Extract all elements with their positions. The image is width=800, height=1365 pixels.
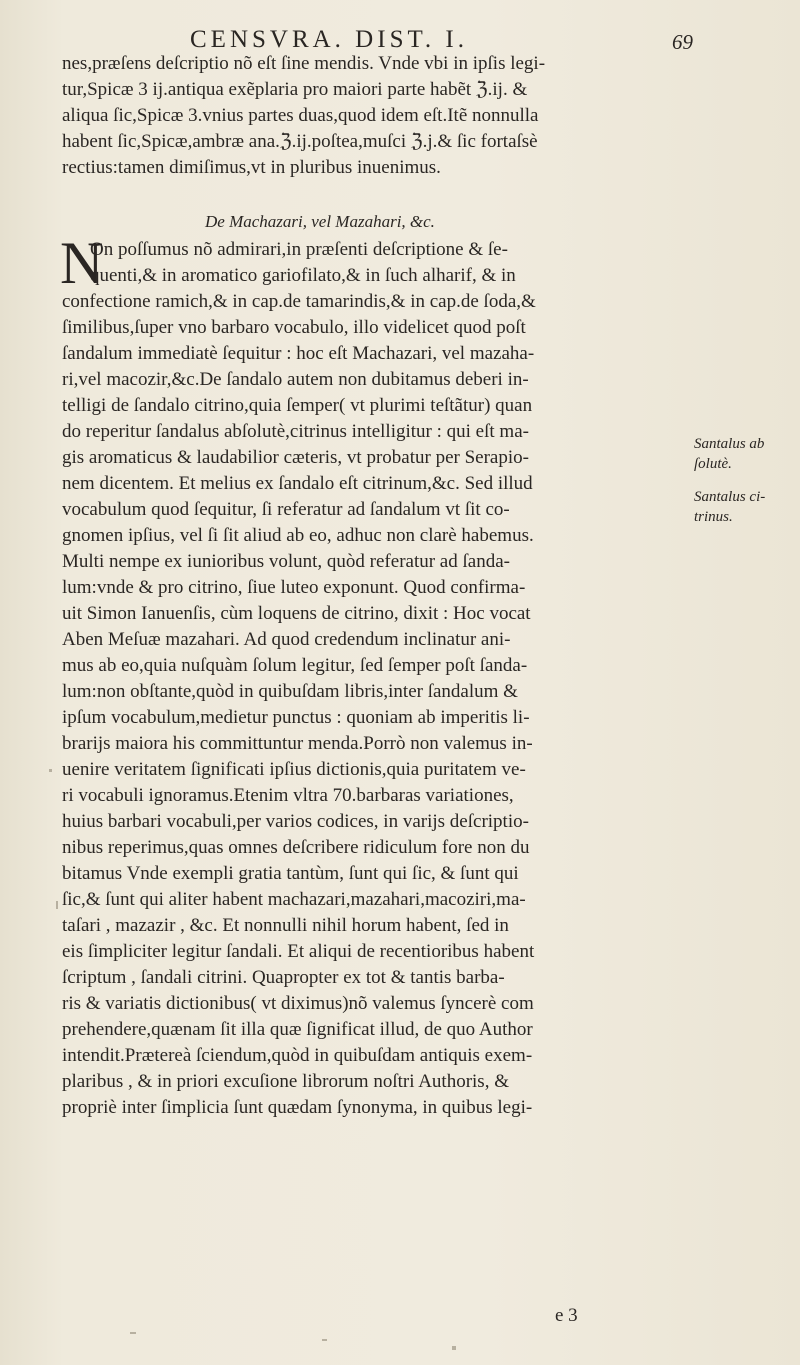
text-line: ri vocabuli ignoramus.Etenim vltra 70.barbaras variationes, bbox=[62, 785, 514, 806]
margin-note: Santalus ci- bbox=[694, 489, 766, 505]
text-line: lum:non obſtante,quòd in quibuſdam libris,inter ſandalum & bbox=[62, 681, 518, 702]
text-line: eis ſimpliciter legitur ſandali. Et aliqui de recentioribus habent bbox=[62, 941, 535, 962]
speck bbox=[130, 1332, 136, 1334]
text-line: vocabulum quod ſequitur, ſi referatur ad ſandalum vt ſit co- bbox=[62, 499, 510, 520]
text-line: confectione ramich,& in cap.de tamarindis,& in cap.de ſoda,& bbox=[62, 291, 536, 312]
margin-note: Santalus ab bbox=[694, 436, 765, 452]
text-line: ſandalum immediatè ſequitur : hoc eſt Machazari, vel mazaha- bbox=[62, 343, 535, 364]
text-line: aliqua ſic,Spicæ 3.vnius partes duas,quod idem eſt.Itẽ nonnulla bbox=[62, 105, 539, 126]
speck bbox=[56, 901, 58, 909]
text-line: mus ab eo,quia nuſquàm ſolum legitur, ſed ſemper poſt ſanda- bbox=[62, 655, 528, 676]
section-heading: De Machazari, vel Mazahari, &c. bbox=[205, 212, 435, 231]
text-line: prehendere,quænam ſit illa quæ ſignificat illud, de quo Author bbox=[62, 1019, 533, 1040]
text-line: ipſum vocabulum,medietur punctus : quoniam ab imperitis li- bbox=[62, 707, 530, 728]
text-line: ri,vel macozir,&c.De ſandalo autem non dubitamus deberi in- bbox=[62, 369, 529, 390]
text-line: ris & variatis dictionibus( vt diximus)nõ valemus ſyncerè com bbox=[62, 993, 534, 1014]
speck bbox=[49, 769, 52, 772]
text-line: intendit.Prætereà ſciendum,quòd in quibuſdam antiquis exem- bbox=[62, 1045, 533, 1066]
text-line: uit Simon Ianuenſis, cùm loquens de citrino, dixit : Hoc vocat bbox=[62, 603, 531, 624]
speck bbox=[452, 1346, 456, 1350]
text-line: nem dicentem. Et melius ex ſandalo eſt citrinum,&c. Sed illud bbox=[62, 473, 533, 494]
text-line: habent ſic,Spicæ,ambræ ana.ℨ.ij.poſtea,muſci ℨ.j.& ſic fortaſsè bbox=[62, 131, 538, 152]
text-line: rectius:tamen dimiſimus,vt in pluribus inuenimus. bbox=[62, 157, 441, 178]
text-line: brarijs maiora his committuntur menda.Porrò non valemus in- bbox=[62, 733, 533, 754]
text-line: quenti,& in aromatico gariofilato,& in ſuch alharif, & in bbox=[90, 265, 516, 286]
text-line: plaribus , & in priori excuſione librorum noſtri Authoris, & bbox=[62, 1071, 509, 1092]
text-line: taſari , mazazir , &c. Et nonnulli nihil horum habent, ſed in bbox=[62, 915, 509, 936]
speck bbox=[322, 1339, 327, 1341]
running-head: CENSVRA. DIST. I. bbox=[190, 26, 468, 53]
text-line: ſic,& ſunt qui aliter habent machazari,mazahari,macoziri,ma- bbox=[62, 889, 526, 910]
text-line: do reperitur ſandalus abſolutè,citrinus intelligitur : qui eſt ma- bbox=[62, 421, 529, 442]
text-line: huius barbari vocabuli,per varios codices, in varijs deſcriptio- bbox=[62, 811, 529, 832]
text-line: Multi nempe ex iunioribus volunt, quòd referatur ad ſanda- bbox=[62, 551, 510, 572]
text-line: On poſſumus nõ admirari,in præſenti deſcriptione & ſe- bbox=[90, 239, 508, 260]
text-line: tur,Spicæ 3 ij.antiqua exẽplaria pro maiori parte habẽt ℨ.ij. & bbox=[62, 79, 528, 100]
text-line: bitamus Vnde exempli gratia tantùm, ſunt qui ſic, & ſunt qui bbox=[62, 863, 519, 884]
margin-note: ſolutè. bbox=[694, 456, 732, 472]
text-line: lum:vnde & pro citrino, ſiue luteo exponunt. Quod confirma- bbox=[62, 577, 526, 598]
page-number: 69 bbox=[672, 30, 693, 54]
text-line: propriè inter ſimplicia ſunt quædam ſynonyma, in quibus legi- bbox=[62, 1097, 533, 1118]
text-line: ſcriptum , ſandali citrini. Quapropter ex tot & tantis barba- bbox=[62, 967, 505, 988]
text-line: gis aromaticus & laudabilior cæteris, vt probatur per Serapio- bbox=[62, 447, 529, 468]
text-line: nibus reperimus,quas omnes deſcribere ridiculum fore non du bbox=[62, 837, 530, 858]
text-line: gnomen ipſius, vel ſi ſit aliud ab eo, adhuc non clarè habemus. bbox=[62, 525, 534, 546]
catchword: e 3 bbox=[555, 1305, 578, 1326]
text-line: nes,præſens deſcriptio nõ eſt ſine mendis. Vnde vbi in ipſis legi- bbox=[62, 53, 546, 74]
text-line: telligi de ſandalo citrino,quia ſemper( vt plurimi teſtãtur) quan bbox=[62, 395, 533, 416]
text-line: uenire veritatem ſignificati ipſius dictionis,quia puritatem ve- bbox=[62, 759, 526, 780]
text-line: ſimilibus,ſuper vno barbaro vocabulo, illo videlicet quod poſt bbox=[62, 317, 526, 338]
text-line: Aben Meſuæ mazahari. Ad quod credendum inclinatur ani- bbox=[62, 629, 511, 650]
drop-cap: N bbox=[60, 230, 104, 296]
margin-note: trinus. bbox=[694, 509, 733, 525]
